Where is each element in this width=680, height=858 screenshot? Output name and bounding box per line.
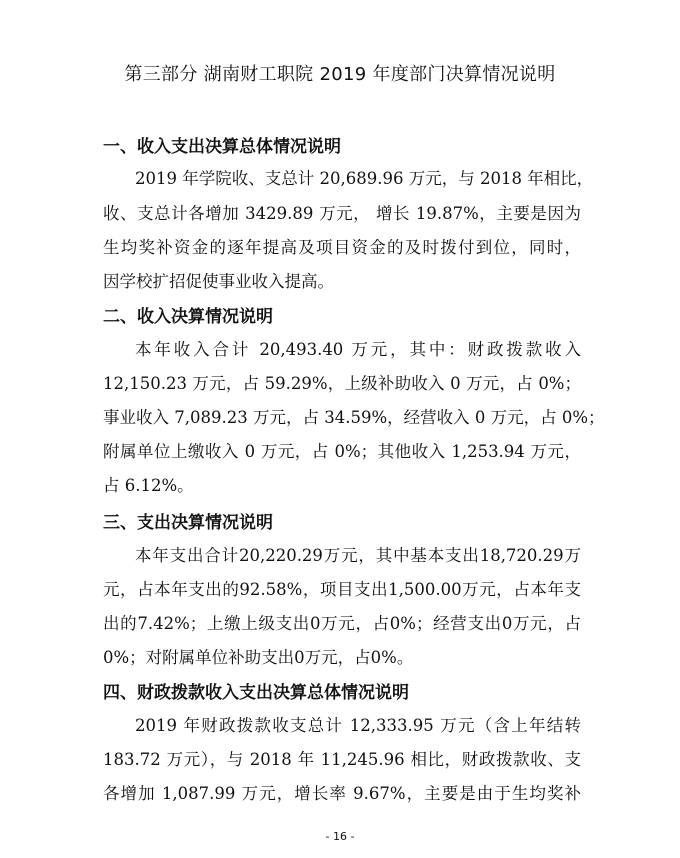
paragraph-line: 元，占本年支出的92.58%，项目支出1,500.00万元，占本年支 [103,580,581,599]
paragraph-line: 附属单位上缴收入 0 万元，占 0%；其他收入 1,253.94 万元， [103,442,581,461]
paragraph-line: 183.72 万元），与 2018 年 11,245.96 相比，财政拨款收、支 [103,750,581,769]
paragraph-line: 占 6.12%。 [103,476,194,495]
section-heading-1: 一、收入支出决算总体情况说明 [103,137,341,157]
paragraph-line: 本年收入合计 20,493.40 万元，其中：财政拨款收入 [135,340,581,359]
paragraph-line: 事业收入 7,089.23 万元，占 34.59%，经营收入 0 万元，占 0%； [103,408,605,427]
paragraph-line: 本年支出合计20,220.29万元，其中基本支出18,720.29万 [135,546,581,565]
paragraph-line: 各增加 1,087.99 万元，增长率 9.67%，主要是由于生均奖补 [103,784,581,803]
page-number: - 16 - [325,830,355,843]
section-heading-4: 四、财政拨款收入支出决算总体情况说明 [103,683,409,703]
paragraph-line: 0%；对附属单位补助支出0万元，占0%。 [103,648,414,667]
paragraph-line: 因学校扩招促使事业收入提高。 [103,272,334,291]
paragraph-line: 生均奖补资金的逐年提高及项目资金的及时拨付到位，同时， [103,238,581,257]
page-title: 第三部分 湖南财工职院 2019 年度部门决算情况说明 [124,64,556,85]
section-heading-3: 三、支出决算情况说明 [103,513,273,533]
paragraph-line: 2019 年财政拨款收支总计 12,333.95 万元（含上年结转 [135,716,581,735]
section-heading-2: 二、收入决算情况说明 [103,307,273,327]
paragraph-line: 收、支总计各增加 3429.89 万元， 增长 19.87%，主要是因为 [103,204,581,223]
paragraph-line: 出的7.42%；上缴上级支出0万元，占0%；经营支出0万元，占 [103,614,581,633]
paragraph-line: 2019 年学院收、支总计 20,689.96 万元，与 2018 年相比， [135,169,594,188]
paragraph-line: 12,150.23 万元，占 59.29%，上级补助收入 0 万元，占 0%； [103,374,581,393]
